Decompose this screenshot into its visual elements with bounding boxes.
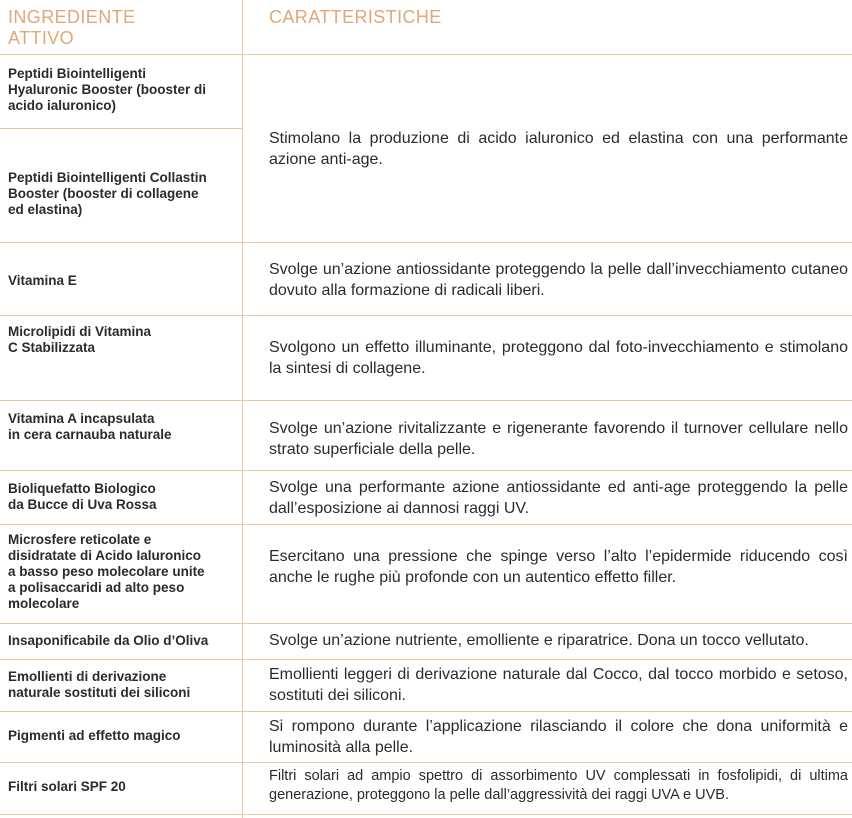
ingredient-name: Vitamina A incapsulata in cera carnauba naturale [8,411,172,442]
row-rule [0,400,852,401]
row-rule [0,470,852,471]
ingredient-name: Peptidi Biointelligenti Hyaluronic Booster (booster di acido ialuronico) [8,66,207,113]
ingredient-description: Si rompono durante l’applicazione rilasciando il colore che dona uniformità e luminosità alla pelle. [269,718,848,756]
ingredient-description: Svolge un’azione rivitalizzante e rigenerante favorendo il turnover cellulare nello strato superficiale della pelle. [269,420,848,458]
ingredient-description: Svolge un’azione antiossidante proteggendo la pelle dall’invecchiamento cutaneo dovuto alla formazione di radicali liberi. [269,261,848,299]
row-rule [0,659,852,660]
column-divider [242,0,243,818]
ingredient-name: Vitamina E [8,273,77,288]
ingredient-name: Pigmenti ad effetto magico [8,728,181,743]
ingredient-description: Svolge un’azione nutriente, emolliente e riparatrice. Dona un tocco vellutato. [269,632,809,649]
row-rule [0,814,852,815]
ingredient-description: Filtri solari ad ampio spettro di assorbimento UV complessati in fosfolipidi, di ultima generazione, proteggono la pelle dall’aggressività dei raggi UVA e UVB. [269,768,848,803]
header-rule [0,54,852,55]
header-characteristics: CARATTERISTICHE [269,7,442,27]
row-rule [0,711,852,712]
ingredient-description: Svolge una performante azione antiossidante ed anti-age proteggendo la pelle dall’esposizione ai dannosi raggi UV. [269,479,848,517]
ingredient-name: Insaponificabile da Olio d’Oliva [8,633,209,648]
header-ingredient: INGREDIENTE ATTIVO [8,7,136,48]
row-rule [0,242,852,243]
row-rule [0,623,852,624]
ingredient-name: Filtri solari SPF 20 [8,779,126,794]
ingredient-name: Microsfere reticolate e disidratate di Acido Ialuronico a basso peso molecolare unite a polisaccaridi ad alto peso molecolare [8,532,205,611]
row-rule [0,315,852,316]
row-rule [0,128,242,129]
ingredient-description: Esercitano una pressione che spinge verso l’alto l’epidermide riducendo così anche le rughe più profonde con un autentico effetto filler. [269,548,848,586]
ingredient-description: Svolgono un effetto illuminante, proteggono dal foto-invecchiamento e stimolano la sintesi di collagene. [269,339,848,377]
ingredient-name: Bioliquefatto Biologico da Bucce di Uva Rossa [8,481,157,512]
ingredient-name: Microlipidi di Vitamina C Stabilizzata [8,324,152,355]
ingredient-description: Emollienti leggeri di derivazione naturale dal Cocco, dal tocco morbido e setoso, sostituti dei siliconi. [269,666,848,704]
ingredient-name: Peptidi Biointelligenti Collastin Booster (booster di collagene ed elastina) [8,170,207,217]
ingredient-name: Emollienti di derivazione naturale sostituti dei siliconi [8,669,191,700]
row-rule [0,524,852,525]
row-rule [0,762,852,763]
ingredient-description: Stimolano la produzione di acido ialuronico ed elastina con una performante azione anti-age. [269,130,848,168]
